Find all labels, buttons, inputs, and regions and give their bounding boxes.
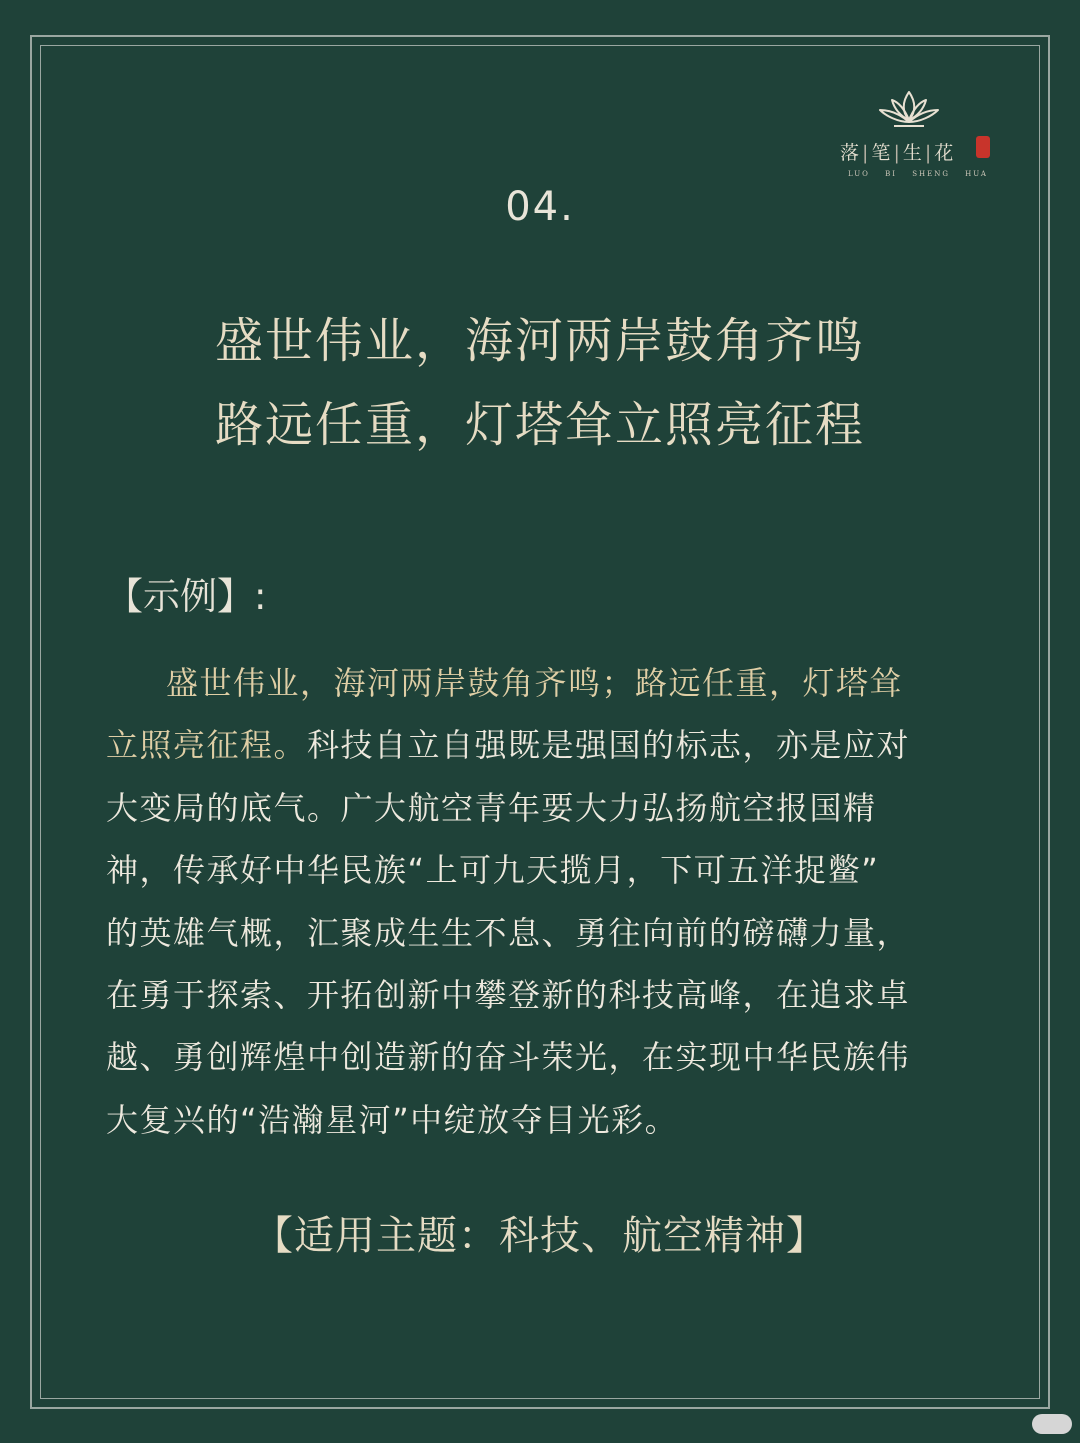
body-text: 大变局的底气。广大航空青年要大力弘扬航空报国精 bbox=[106, 788, 877, 827]
logo-char: 生 bbox=[902, 142, 922, 164]
paragraph-line bbox=[106, 652, 1046, 714]
logo-char: 花 bbox=[934, 142, 954, 164]
logo-pinyin-word: SHENG bbox=[912, 170, 950, 178]
paragraph-line bbox=[106, 1026, 986, 1088]
paragraph-line bbox=[106, 777, 986, 839]
logo-wordmark: 落 | 笔 | 生 | 花 bbox=[840, 142, 954, 164]
body-text: 越、勇创辉煌中创造新的奋斗荣光，在实现中华民族伟 bbox=[106, 1038, 911, 1077]
example-label: 【示例】: bbox=[106, 575, 267, 618]
lotus-icon bbox=[876, 88, 942, 132]
body-text: 神，传承好中华民族“上可九天揽月，下可五洋捉鳖” bbox=[106, 851, 880, 890]
body-text: 在勇于探索、开拓创新中攀登新的科技高峰，在追求卓 bbox=[106, 976, 911, 1014]
brand-logo bbox=[840, 88, 1000, 188]
paragraph-line bbox=[106, 714, 986, 776]
paragraph-line bbox=[106, 964, 986, 1026]
highlight-text: 盛世伟业，海河两岸鼓角齐鸣；路远任重，灯塔耸 bbox=[166, 664, 904, 702]
logo-pinyin-word: BI bbox=[885, 170, 898, 178]
topic-label: 【适用主题：科技、航空精神】 bbox=[253, 1213, 827, 1259]
logo-pinyin-word: LUO bbox=[848, 170, 870, 178]
heading-line-1: 盛世伟业，海河两岸鼓角齐鸣 bbox=[214, 313, 865, 369]
paragraph-line bbox=[106, 1089, 986, 1151]
logo-char: 落 bbox=[840, 142, 860, 164]
paragraph-line bbox=[106, 839, 986, 901]
logo-pinyin-word: HUA bbox=[965, 170, 988, 178]
body-text: 科技自立自强既是强国的标志，亦是应对 bbox=[307, 726, 911, 765]
heading-line-2: 路远任重，灯塔耸立照亮征程 bbox=[214, 397, 865, 453]
section-number: 04. bbox=[505, 184, 575, 230]
logo-pinyin bbox=[848, 170, 988, 178]
paragraph-line bbox=[106, 902, 986, 964]
body-text: 大复兴的“浩瀚星河”中绽放夺目光彩。 bbox=[106, 1100, 679, 1139]
logo-char: 笔 bbox=[871, 142, 891, 164]
watermark-badge bbox=[1032, 1414, 1072, 1434]
body-text: 的英雄气概，汇聚成生生不息、勇往向前的磅礴力量， bbox=[106, 913, 911, 952]
seal-stamp bbox=[976, 136, 990, 158]
highlight-text: 立照亮征程。 bbox=[106, 726, 308, 765]
